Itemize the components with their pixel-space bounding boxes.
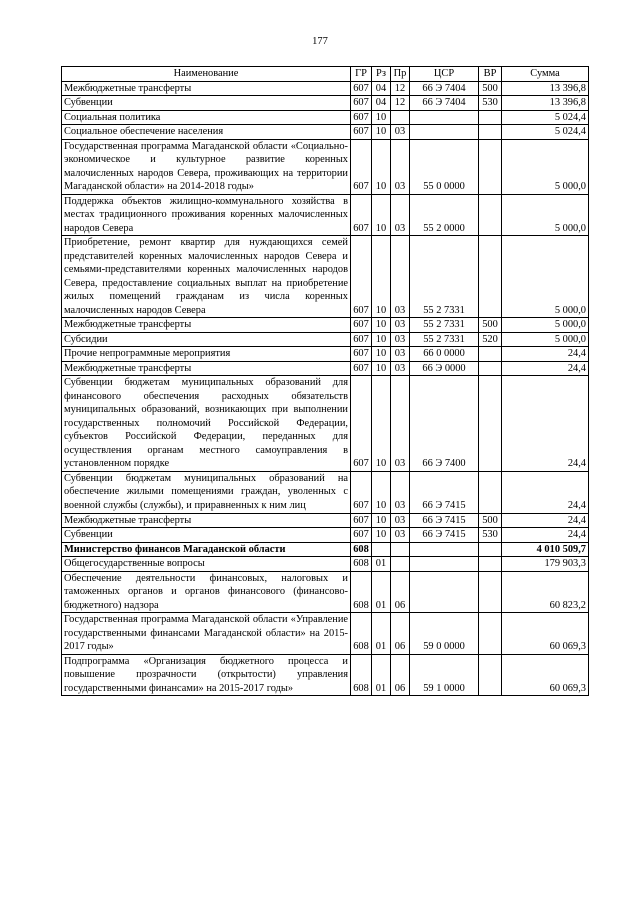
cell-vr xyxy=(479,542,502,557)
cell-gr: 608 xyxy=(351,613,372,655)
cell-sum: 60 069,3 xyxy=(502,613,589,655)
cell-sum: 24,4 xyxy=(502,471,589,513)
cell-sum: 179 903,3 xyxy=(502,557,589,572)
cell-name: Приобретение, ремонт квартир для нуждающихся семей представителей коренных малочисленных народов Севера и семьями-представителями коренных малочисленных народов Севера, предоставление социальных выплат на приобретение жилых помещений гражданам из числа коренных малочисленных народов Севера xyxy=(62,236,351,318)
cell-gr: 608 xyxy=(351,557,372,572)
header-pr: Пр xyxy=(391,67,410,82)
cell-sum: 24,4 xyxy=(502,347,589,362)
table-row xyxy=(62,471,589,513)
table-row xyxy=(62,139,589,194)
table-row xyxy=(62,318,589,333)
cell-csr xyxy=(410,557,479,572)
cell-pr: 06 xyxy=(391,613,410,655)
cell-name: Общегосударственные вопросы xyxy=(62,557,351,572)
cell-name: Обеспечение деятельности финансовых, налоговых и таможенных органов и органов финансового (финансово-бюджетного) надзора xyxy=(62,571,351,613)
cell-vr xyxy=(479,139,502,194)
table-row xyxy=(62,654,589,696)
cell-csr: 55 2 7331 xyxy=(410,332,479,347)
table-row xyxy=(62,125,589,140)
cell-vr xyxy=(479,194,502,236)
cell-sum: 60 823,2 xyxy=(502,571,589,613)
cell-pr: 06 xyxy=(391,654,410,696)
cell-gr: 607 xyxy=(351,318,372,333)
header-gr: ГР xyxy=(351,67,372,82)
cell-name: Социальное обеспечение населения xyxy=(62,125,351,140)
cell-vr xyxy=(479,236,502,318)
cell-sum: 5 000,0 xyxy=(502,236,589,318)
cell-csr: 66 Э 7404 xyxy=(410,96,479,111)
cell-name: Межбюджетные трансферты xyxy=(62,81,351,96)
table-row xyxy=(62,81,589,96)
table-row xyxy=(62,236,589,318)
cell-gr: 607 xyxy=(351,528,372,543)
cell-gr: 607 xyxy=(351,125,372,140)
cell-vr: 530 xyxy=(479,528,502,543)
table-header-row xyxy=(62,67,589,82)
cell-pr: 03 xyxy=(391,513,410,528)
cell-pr: 03 xyxy=(391,236,410,318)
cell-name: Прочие непрограммные мероприятия xyxy=(62,347,351,362)
cell-rz: 04 xyxy=(372,96,391,111)
table-row xyxy=(62,194,589,236)
cell-pr: 03 xyxy=(391,332,410,347)
cell-gr: 607 xyxy=(351,194,372,236)
cell-gr: 608 xyxy=(351,571,372,613)
cell-sum: 5 000,0 xyxy=(502,318,589,333)
cell-name: Министерство финансов Магаданской области xyxy=(62,542,351,557)
cell-csr xyxy=(410,110,479,125)
cell-rz: 10 xyxy=(372,376,391,472)
cell-name: Межбюджетные трансферты xyxy=(62,513,351,528)
table-row xyxy=(62,376,589,472)
cell-vr xyxy=(479,571,502,613)
cell-name: Субвенции xyxy=(62,528,351,543)
cell-rz: 10 xyxy=(372,332,391,347)
cell-vr xyxy=(479,557,502,572)
cell-sum: 24,4 xyxy=(502,528,589,543)
cell-rz: 10 xyxy=(372,125,391,140)
cell-gr: 607 xyxy=(351,471,372,513)
table-row xyxy=(62,347,589,362)
cell-csr: 66 Э 7415 xyxy=(410,471,479,513)
cell-pr: 03 xyxy=(391,318,410,333)
cell-name: Межбюджетные трансферты xyxy=(62,361,351,376)
cell-pr: 06 xyxy=(391,571,410,613)
cell-pr xyxy=(391,542,410,557)
cell-name: Субвенции бюджетам муниципальных образований на обеспечение жилыми помещениями граждан, уволенных с военной службы (службы), и приравненных к ним лиц xyxy=(62,471,351,513)
cell-rz: 10 xyxy=(372,318,391,333)
cell-csr: 66 Э 7415 xyxy=(410,528,479,543)
table-row xyxy=(62,542,589,557)
table-row xyxy=(62,96,589,111)
cell-sum: 4 010 509,7 xyxy=(502,542,589,557)
cell-rz: 01 xyxy=(372,613,391,655)
table-row xyxy=(62,513,589,528)
cell-rz: 01 xyxy=(372,557,391,572)
cell-vr xyxy=(479,347,502,362)
cell-sum: 24,4 xyxy=(502,376,589,472)
cell-gr: 607 xyxy=(351,139,372,194)
cell-pr: 03 xyxy=(391,376,410,472)
cell-rz: 10 xyxy=(372,347,391,362)
budget-table xyxy=(61,66,589,696)
cell-pr: 12 xyxy=(391,81,410,96)
cell-pr xyxy=(391,110,410,125)
cell-rz: 10 xyxy=(372,236,391,318)
cell-rz: 10 xyxy=(372,513,391,528)
table-body xyxy=(62,81,589,696)
cell-name: Межбюджетные трансферты xyxy=(62,318,351,333)
cell-csr: 59 0 0000 xyxy=(410,613,479,655)
cell-pr: 03 xyxy=(391,347,410,362)
cell-vr xyxy=(479,361,502,376)
cell-pr xyxy=(391,557,410,572)
table-row xyxy=(62,613,589,655)
cell-vr xyxy=(479,110,502,125)
cell-csr: 55 2 0000 xyxy=(410,194,479,236)
table-row xyxy=(62,528,589,543)
cell-rz xyxy=(372,542,391,557)
cell-sum: 13 396,8 xyxy=(502,96,589,111)
cell-sum: 5 024,4 xyxy=(502,110,589,125)
cell-gr: 607 xyxy=(351,347,372,362)
cell-sum: 24,4 xyxy=(502,361,589,376)
cell-name: Социальная политика xyxy=(62,110,351,125)
cell-pr: 03 xyxy=(391,361,410,376)
cell-csr: 66 Э 7404 xyxy=(410,81,479,96)
header-vr: ВР xyxy=(479,67,502,82)
cell-name: Субвенции xyxy=(62,96,351,111)
cell-name: Государственная программа Магаданской области «Социально-экономическое и культурное развитие коренных малочисленных народов Севера, проживающих на территории Магаданской области» на 2014-2018 годы» xyxy=(62,139,351,194)
table-row xyxy=(62,557,589,572)
cell-name: Поддержка объектов жилищно-коммунального хозяйства в местах традиционного проживания коренных малочисленных народов Севера xyxy=(62,194,351,236)
cell-gr: 607 xyxy=(351,513,372,528)
cell-rz: 04 xyxy=(372,81,391,96)
cell-vr xyxy=(479,613,502,655)
cell-pr: 12 xyxy=(391,96,410,111)
table-row xyxy=(62,110,589,125)
cell-gr: 608 xyxy=(351,654,372,696)
cell-sum: 5 000,0 xyxy=(502,332,589,347)
cell-vr: 520 xyxy=(479,332,502,347)
cell-pr: 03 xyxy=(391,139,410,194)
table-row xyxy=(62,571,589,613)
cell-vr: 500 xyxy=(479,513,502,528)
page-number: 177 xyxy=(312,36,328,47)
cell-csr xyxy=(410,125,479,140)
cell-csr: 66 0 0000 xyxy=(410,347,479,362)
cell-gr: 608 xyxy=(351,542,372,557)
cell-csr: 55 2 7331 xyxy=(410,236,479,318)
header-sum: Сумма xyxy=(502,67,589,82)
cell-vr: 500 xyxy=(479,81,502,96)
cell-gr: 607 xyxy=(351,236,372,318)
header-name: Наименование xyxy=(62,67,351,82)
cell-vr xyxy=(479,125,502,140)
cell-csr: 66 Э 7415 xyxy=(410,513,479,528)
cell-pr: 03 xyxy=(391,471,410,513)
cell-gr: 607 xyxy=(351,376,372,472)
cell-csr: 59 1 0000 xyxy=(410,654,479,696)
cell-sum: 5 000,0 xyxy=(502,194,589,236)
cell-name: Субсидии xyxy=(62,332,351,347)
cell-vr xyxy=(479,471,502,513)
table-row xyxy=(62,361,589,376)
cell-rz: 01 xyxy=(372,654,391,696)
cell-vr xyxy=(479,376,502,472)
table-row xyxy=(62,332,589,347)
cell-pr: 03 xyxy=(391,125,410,140)
cell-sum: 5 024,4 xyxy=(502,125,589,140)
cell-gr: 607 xyxy=(351,81,372,96)
cell-csr: 66 Э 7400 xyxy=(410,376,479,472)
cell-rz: 10 xyxy=(372,361,391,376)
cell-sum: 13 396,8 xyxy=(502,81,589,96)
cell-name: Подпрограмма «Организация бюджетного процесса и повышение прозрачности (открытости) управления государственными финансами» на 2015-2017 годы» xyxy=(62,654,351,696)
cell-sum: 5 000,0 xyxy=(502,139,589,194)
cell-sum: 60 069,3 xyxy=(502,654,589,696)
cell-name: Субвенции бюджетам муниципальных образований для финансового обеспечения расходных обязательств муниципальных образований, возникающих при выполнении государственных полномочий Российской Федерации, субъектов Российской Федерации, переданных для осуществления органам местного самоуправления в установленном порядке xyxy=(62,376,351,472)
cell-name: Государственная программа Магаданской области «Управление государственными финансами Магаданской области» на 2015-2017 годы» xyxy=(62,613,351,655)
cell-vr: 530 xyxy=(479,96,502,111)
cell-csr: 66 Э 0000 xyxy=(410,361,479,376)
cell-rz: 10 xyxy=(372,528,391,543)
cell-gr: 607 xyxy=(351,96,372,111)
cell-rz: 10 xyxy=(372,471,391,513)
cell-csr: 55 2 7331 xyxy=(410,318,479,333)
cell-csr xyxy=(410,571,479,613)
cell-gr: 607 xyxy=(351,332,372,347)
cell-vr xyxy=(479,654,502,696)
cell-sum: 24,4 xyxy=(502,513,589,528)
cell-rz: 10 xyxy=(372,194,391,236)
cell-csr xyxy=(410,542,479,557)
cell-rz: 10 xyxy=(372,110,391,125)
cell-pr: 03 xyxy=(391,194,410,236)
cell-rz: 01 xyxy=(372,571,391,613)
header-rz: Рз xyxy=(372,67,391,82)
cell-pr: 03 xyxy=(391,528,410,543)
cell-vr: 500 xyxy=(479,318,502,333)
cell-gr: 607 xyxy=(351,110,372,125)
cell-gr: 607 xyxy=(351,361,372,376)
cell-csr: 55 0 0000 xyxy=(410,139,479,194)
header-csr: ЦСР xyxy=(410,67,479,82)
cell-rz: 10 xyxy=(372,139,391,194)
